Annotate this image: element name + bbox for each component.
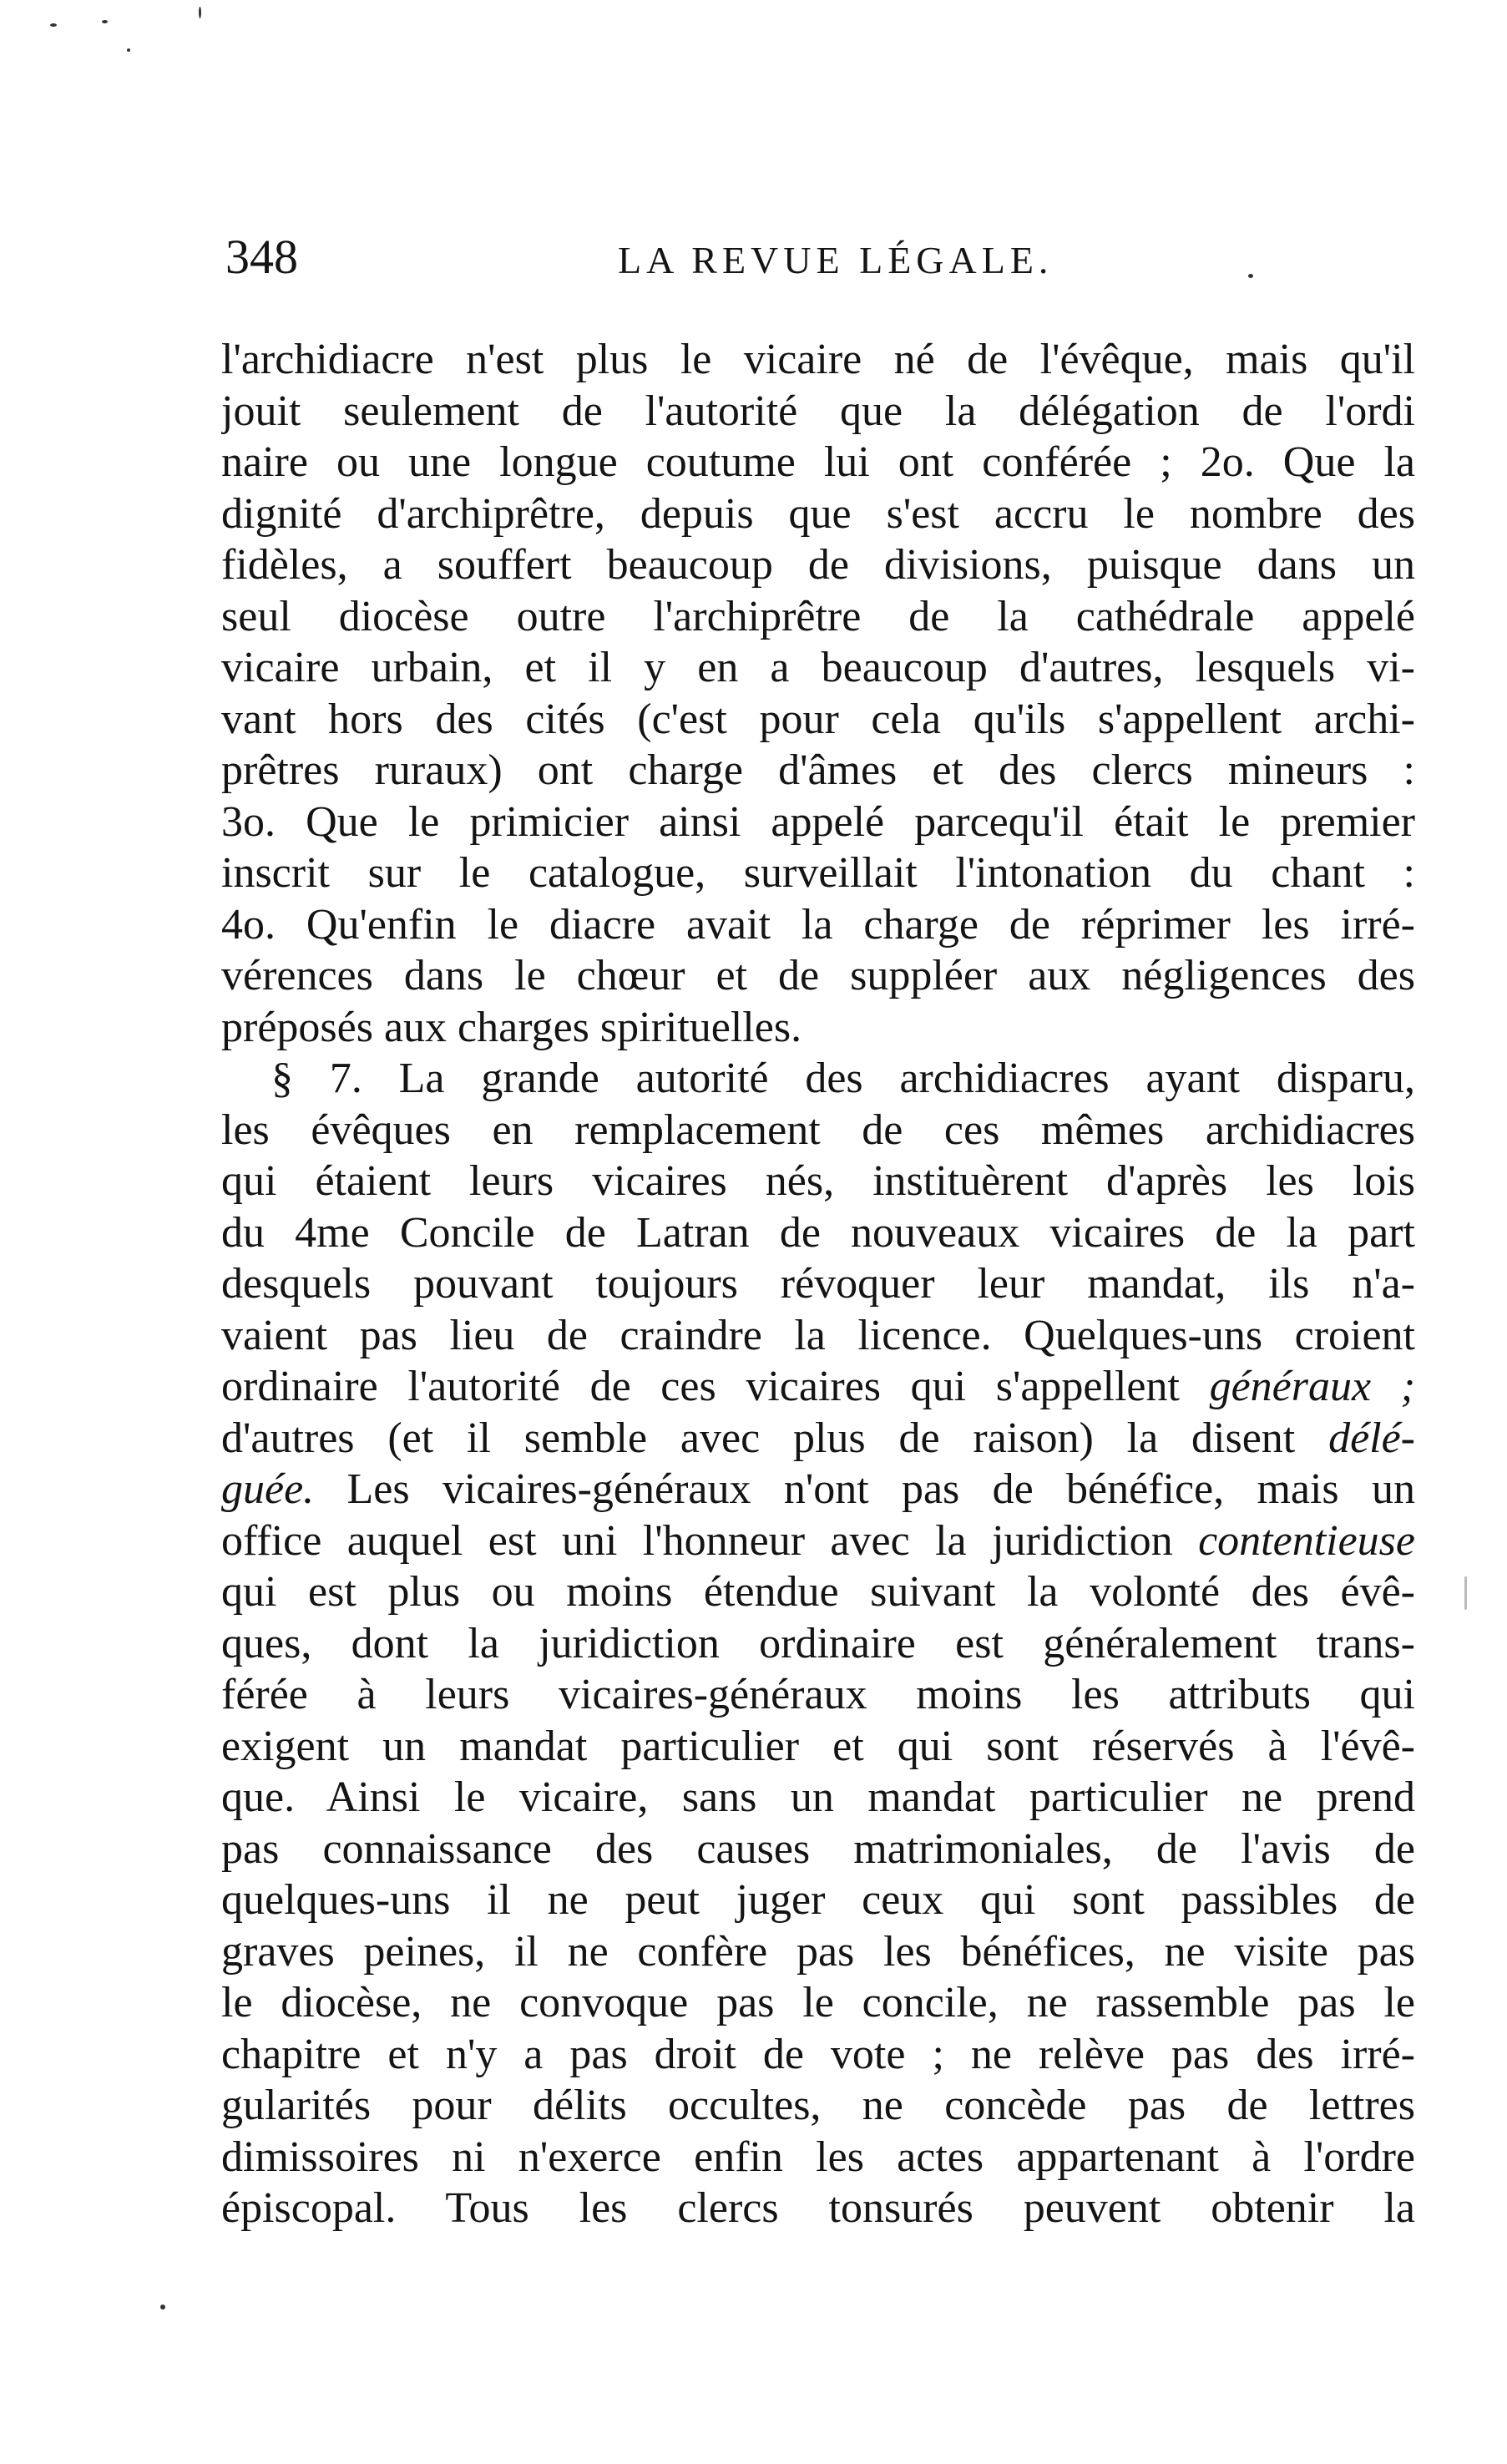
text-line: vicaire urbain, et il y en a beaucoup d'autres, lesquels vi-	[221, 644, 1415, 691]
text-line: exigent un mandat particulier et qui sont réservés à l'évê-	[221, 1722, 1415, 1770]
text-line: desquels pouvant toujours révoquer leur mandat, ils n'a-	[221, 1260, 1415, 1308]
text-line: prêtres ruraux) ont charge d'âmes et des clercs mineurs :	[221, 746, 1415, 794]
text-line: chapitre et n'y a pas droit de vote ; ne relève pas des irré-	[221, 2030, 1415, 2078]
text-line: dignité d'archiprêtre, depuis que s'est accru le nombre des	[221, 489, 1415, 538]
line-text: office auquel est uni l'honneur avec la juridiction	[221, 1516, 1173, 1565]
text-line: vérences dans le chœur et de suppléer aux négligences des	[221, 952, 1415, 999]
ink-speck	[127, 48, 130, 52]
running-title: LA REVUE LÉGALE.	[618, 239, 1054, 281]
text-line: que. Ainsi le vicaire, sans un mandat particulier ne prend	[221, 1773, 1415, 1821]
line-text: ordinaire l'autorité de ces vicaires qui s'appellent	[221, 1363, 1180, 1410]
text-line: pas connaissance des causes matrimoniales, de l'avis de	[221, 1824, 1415, 1873]
ink-speck	[160, 2305, 165, 2310]
text-line	[221, 1515, 1415, 1567]
italic-term: guée.	[221, 1465, 315, 1513]
text-line: quelques-uns il ne peut juger ceux qui sont passibles de	[221, 1876, 1415, 1924]
text-line: préposés aux charges spirituelles.	[221, 1003, 802, 1051]
text-line: épiscopal. Tous les clercs tonsurés peuvent obtenir la	[221, 2184, 1415, 2232]
text-line: fidèles, a souffert beaucoup de divisions, puisque dans un	[221, 541, 1415, 589]
text-line: l'archidiacre n'est plus le vicaire né de l'évêque, mais qu'il	[221, 336, 1415, 383]
italic-term: délé-	[1328, 1414, 1415, 1462]
text-line: ques, dont la juridiction ordinaire est généralement trans-	[221, 1619, 1415, 1667]
text-line: seul diocèse outre l'archiprêtre de la cathédrale appelé	[221, 592, 1415, 640]
text-line: le diocèse, ne convoque pas le concile, ne rassemble pas le	[221, 1979, 1415, 2026]
ink-speck	[199, 7, 201, 18]
text-line	[221, 1361, 1415, 1413]
text-line: graves peines, il ne confère pas les bénéfices, ne visite pas	[221, 1927, 1415, 1976]
text-line: jouit seulement de l'autorité que la délégation de l'ordi	[221, 387, 1415, 435]
text-line: qui étaient leurs vicaires nés, instituèrent d'après les lois	[221, 1157, 1415, 1205]
italic-term: contentieuse	[1198, 1516, 1415, 1565]
text-line: 3o. Que le primicier ainsi appelé parcequ'il était le premier	[221, 797, 1415, 846]
section-heading-line: § 7. La grande autorité des archidiacres ayant disparu,	[271, 1055, 1415, 1102]
text-line: du 4me Concile de Latran de nouveaux vicaires de la part	[221, 1208, 1415, 1257]
text-line: les évêques en remplacement de ces mêmes archidiacres	[221, 1106, 1415, 1154]
text-line: férée à leurs vicaires-généraux moins les attributs qui	[221, 1671, 1415, 1718]
text-line: gularités pour délits occultes, ne concède pas de lettres	[221, 2082, 1415, 2129]
text-line: inscrit sur le catalogue, surveillait l'intonation du chant :	[221, 849, 1415, 897]
ink-speck	[50, 23, 57, 27]
page-number: 348	[225, 230, 298, 284]
text-line	[221, 1464, 1415, 1515]
line-text: d'autres (et il semble avec plus de raison) la disent	[221, 1414, 1296, 1462]
text-line: qui est plus ou moins étendue suivant la volonté des évê-	[221, 1568, 1415, 1616]
running-header	[225, 224, 1411, 291]
ink-speck	[1464, 1576, 1467, 1610]
italic-term: généraux ;	[1209, 1363, 1415, 1410]
text-line	[221, 1413, 1415, 1465]
text-line: naire ou une longue coutume lui ont conférée ; 2o. Que la	[221, 438, 1415, 486]
line-text: Les vicaires-généraux n'ont pas de bénéfice, mais un	[346, 1465, 1415, 1513]
text-line: vaient pas lieu de craindre la licence. Quelques-uns croient	[221, 1311, 1415, 1359]
body-text	[221, 334, 1415, 2234]
text-line: 4o. Qu'enfin le diacre avait la charge de réprimer les irré-	[221, 900, 1415, 949]
text-line: dimissoires ni n'exerce enfin les actes appartenant à l'ordre	[221, 2133, 1415, 2181]
ink-speck	[102, 20, 108, 23]
text-line: vant hors des cités (c'est pour cela qu'ils s'appellent archi-	[221, 695, 1415, 743]
